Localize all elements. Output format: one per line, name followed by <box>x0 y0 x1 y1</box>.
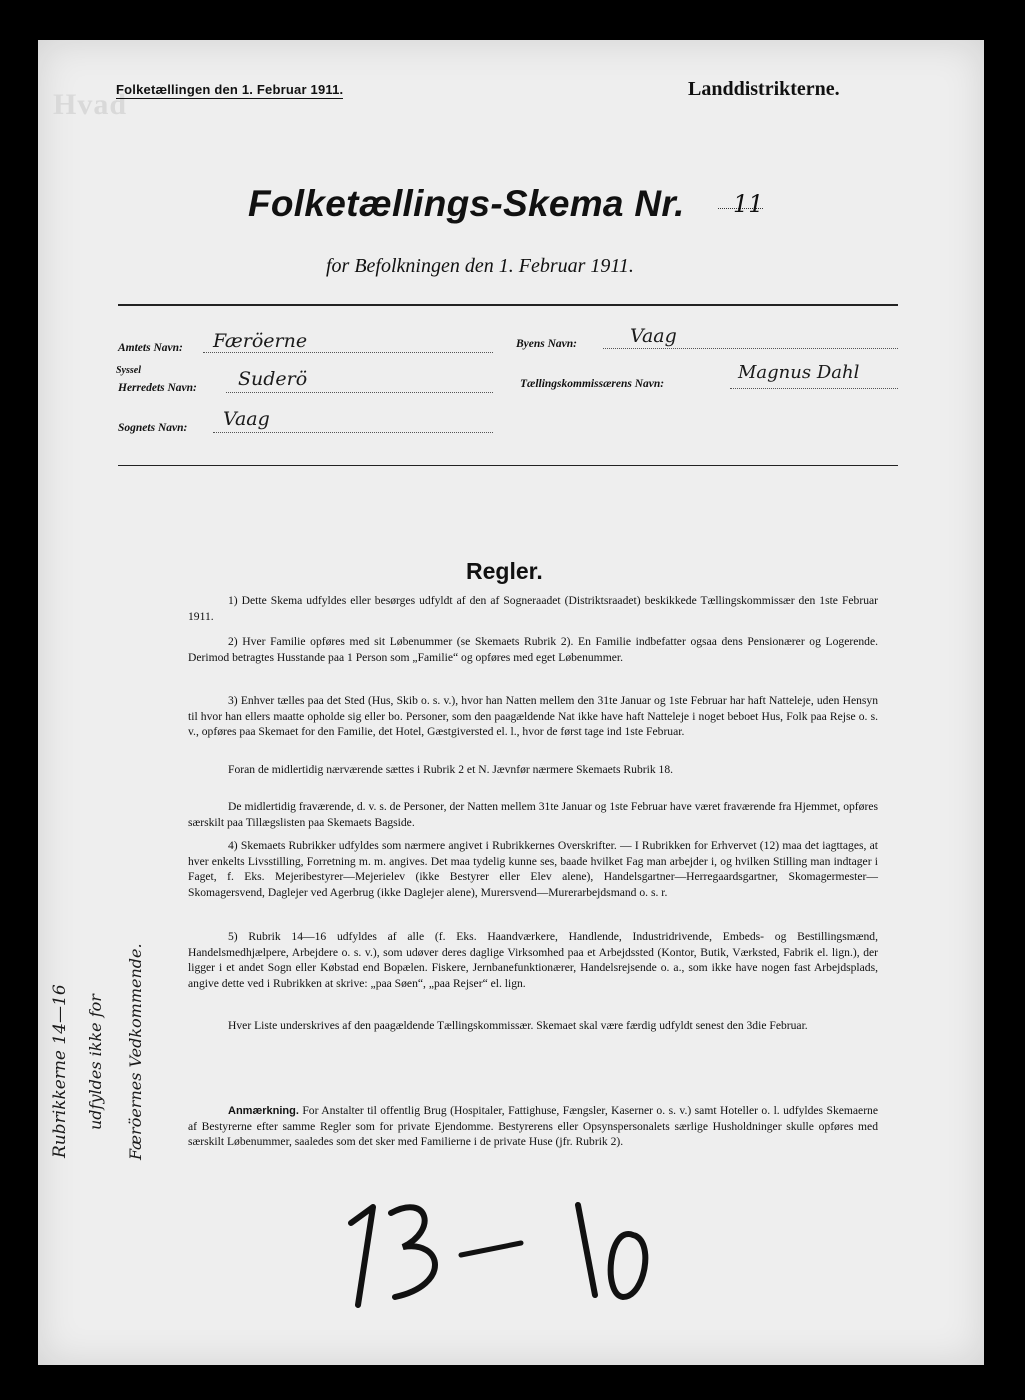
top-divider <box>118 304 898 306</box>
note-text: For Anstalter til offentlig Brug (Hospitaler, Fattighuse, Fængsler, Kaserner o. s. v.) samt Hoteller o. l. udfyldes Skemaerne af Bestyrerne efter samme Regler som for private Ejendomme. Bestyrerens eller Opsynspersonalets særlige Husholdninger skulle opføres med særskilt Løbenummer, saaledes som det sker med Familierne i de private Huse (jfr. Rubrik 2). <box>188 1104 878 1148</box>
note-paragraph <box>188 1103 878 1149</box>
by-value: Vaag <box>630 325 677 347</box>
rules-heading: Regler. <box>466 558 543 584</box>
bleed-through-text: Hvad <box>53 88 128 121</box>
rule-1: 1) Dette Skema udfyldes eller besørges udfyldt af den af Sogneraadet (Distriktsraadet) beskikkede Tællingskommissær den 1ste Februar 1911. <box>188 594 878 623</box>
by-label: Byens Navn: <box>516 338 578 350</box>
kommissaer-line <box>730 388 898 389</box>
sogn-value: Vaag <box>223 408 270 430</box>
herred-value: Suderö <box>238 368 308 390</box>
amt-value: Færöerne <box>213 330 308 352</box>
sogn-line <box>213 432 493 433</box>
margin-note-2: udfyldes ikke for <box>86 994 105 1130</box>
by-line <box>603 348 898 349</box>
district-type-header: Landdistrikterne. <box>688 78 840 100</box>
note-heading: Anmærkning. <box>228 1105 299 1117</box>
census-form-page <box>38 40 984 1365</box>
rule-3-note-n: Foran de midlertidig nærværende sættes i Rubrik 2 et N. Jævnfør nærmere Skemaets Rubrik 18. <box>228 763 674 776</box>
fields-divider <box>118 465 898 466</box>
rule-3-note-absent: De midlertidig fraværende, d. v. s. de Personer, der Natten mellem 31te Januar og 1ste Februar have været fraværende fra Hjemmet, opføres særskilt paa Tillægslisten paa Skemaets Bagside. <box>188 800 878 829</box>
herred-line <box>226 392 493 393</box>
herred-label: Herredets Navn: <box>118 382 197 394</box>
syssel-label: Syssel <box>116 365 141 376</box>
sogn-label: Sognets Navn: <box>118 422 188 434</box>
rule-2: 2) Hver Familie opføres med sit Løbenummer (se Skemaets Rubrik 2). En Familie indbefatter ogsaa dens Pensionærer og Logerende. Derimod betragtes Husstande paa 1 Person som „Familie“ og opføres med eget Løbenummer. <box>188 635 878 664</box>
amt-line <box>203 352 493 353</box>
rule-signature: Hver Liste underskrives af den paagældende Tællingskommissær. Skemaet skal være færdig udfyldt senest den 3die Februar. <box>228 1019 808 1032</box>
kommissaer-value: Magnus Dahl <box>738 362 860 383</box>
amt-label: Amtets Navn: <box>118 342 183 354</box>
margin-note-1: Rubrikkerne 14—16 <box>50 984 70 1158</box>
form-subtitle: for Befolkningen den 1. Februar 1911. <box>326 255 634 277</box>
margin-note-3: Færöernes Vedkommende. <box>126 943 145 1160</box>
rule-5: 5) Rubrik 14—16 udfyldes af alle (f. Eks. Haandværkere, Handlende, Industridrivende, Embeds- og Bestillingsmænd, Handelsmedhjælpere, Arbejdere o. s. v.), som udøver deres daglige Virksomhed paa et Arbejdssted (Kontor, Butik, Værksted, Fabrik el. lign.), der ligger i et andet Sogn eller Købstad end Bopælen. Fiskere, Jernbanefunktionærer, Handelsrejsende o. a., som ikke have nogen fast Arbejdsplads, angive dette ved i Rubrikken at skrive: „paa Søen“, „paa Rejser“ el. lign. <box>188 930 878 990</box>
form-number: 11 <box>733 190 764 218</box>
rule-3: 3) Enhver tælles paa det Sted (Hus, Skib o. s. v.), hvor han Natten mellem den 31te Januar og 1ste Februar har haft Natteleje, uden Hensyn til hvor han ellers maatte opholde sig eller bo. Personer, som den paagældende Nat ikke have haft Natteleje i noget beboet Hus, Folk paa Rejse o. s. v., opføres paa Skemaet for den Familie, det Hotel, Gæstgiversted el. l., hvor de først tage ind 1ste Februar. <box>188 694 878 738</box>
census-date-header: Folketællingen den 1. Februar 1911. <box>116 82 344 97</box>
handwritten-mark <box>333 1185 673 1315</box>
kommissaer-label: Tællingskommissærens Navn: <box>520 378 665 390</box>
rule-4: 4) Skemaets Rubrikker udfyldes som nærmere angivet i Rubrikkernes Overskrifter. — I Rubrikken for Erhvervet (12) maa det iagttages, at hver enkelts Livsstilling, Forretning m. m. angives. Det maa tydelig kunne ses, baade hvilket Fag man arbejder i, og hvilken Stilling man indtager i Faget, f. Eks. Mejeribestyrer—Mejerielev (ikke Bestyrer eller Elev alene), Handelsgartner—Herregaardsgartner, Skomagermester—Skomagersvend, Daglejer ved Agerbrug (ikke Daglejer alene), Murersvend—Murerarbejdsmand o. s. r. <box>188 839 878 899</box>
form-title: Folketællings-Skema Nr. <box>248 183 685 224</box>
